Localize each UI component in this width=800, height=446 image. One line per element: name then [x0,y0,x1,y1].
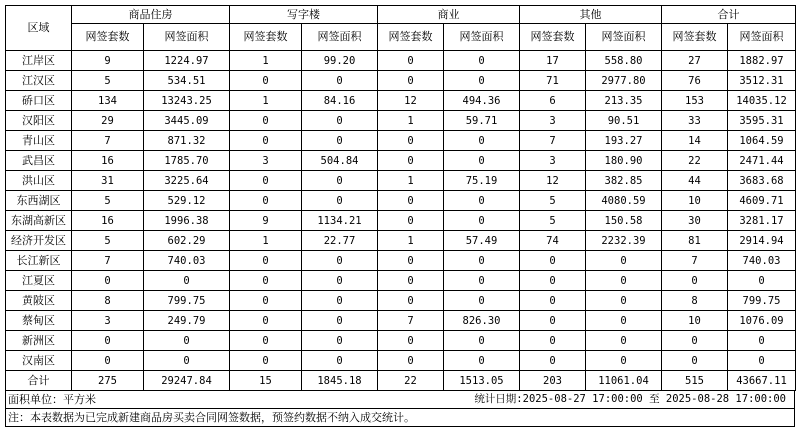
cell-count: 71 [520,71,586,91]
table-row [6,331,796,351]
cell-area: 799.75 [144,291,230,311]
cell-count: 203 [520,371,586,391]
subheader-row [6,24,796,51]
cell-area: 11061.04 [586,371,662,391]
cell-area: 529.12 [144,191,230,211]
cell-area: 2977.80 [586,71,662,91]
cell-area: 3445.09 [144,111,230,131]
cell-count: 7 [662,251,728,271]
cell-area: 2232.39 [586,231,662,251]
cell-count: 1 [378,171,444,191]
cell-area: 0 [444,71,520,91]
cell-count: 0 [230,131,302,151]
cell-count: 0 [378,71,444,91]
cell-area: 0 [302,171,378,191]
footnote: 注：本表数据为已完成新建商品房买卖合同网签数据，预签约数据不纳入成交统计。 [8,411,415,424]
cell-area: 99.20 [302,51,378,71]
cell-area: 3512.31 [728,71,796,91]
cell-area: 0 [586,291,662,311]
table-row [6,351,796,371]
table-row [6,211,796,231]
area-unit-label: 面积单位：平方米 [8,393,96,406]
cell-area: 826.30 [444,311,520,331]
region-name: 洪山区 [6,171,72,191]
cell-count: 153 [662,91,728,111]
table-row [6,271,796,291]
group-header-commercial: 商业 [378,6,520,24]
cell-count: 0 [230,251,302,271]
group-header-residential: 商品住房 [72,6,230,24]
cell-count: 0 [378,351,444,371]
cell-area: 602.29 [144,231,230,251]
cell-area: 193.27 [586,131,662,151]
cell-area: 0 [444,331,520,351]
footer-info-row [6,391,794,409]
region-name: 江夏区 [6,271,72,291]
cell-count: 0 [72,271,144,291]
subheader-count: 网签套数 [230,24,302,51]
cell-count: 16 [72,211,144,231]
cell-count: 7 [72,251,144,271]
cell-area: 0 [586,251,662,271]
cell-count: 22 [662,151,728,171]
cell-area: 180.90 [586,151,662,171]
cell-area: 0 [444,351,520,371]
subheader-area: 网签面积 [444,24,520,51]
region-name: 青山区 [6,131,72,151]
subheader-area: 网签面积 [728,24,796,51]
cell-area: 0 [444,131,520,151]
region-name: 江岸区 [6,51,72,71]
cell-count: 0 [520,351,586,371]
cell-area: 0 [302,351,378,371]
stat-period: 统计日期:2025-08-27 17:00:00 至 2025-08-28 17:00:00 [474,393,786,405]
cell-area: 75.19 [444,171,520,191]
cell-count: 0 [520,331,586,351]
cell-count: 33 [662,111,728,131]
cell-area: 0 [728,331,796,351]
cell-count: 27 [662,51,728,71]
region-name: 硚口区 [6,91,72,111]
table-row [6,51,796,71]
cell-count: 5 [72,71,144,91]
cell-count: 0 [520,271,586,291]
cell-count: 0 [230,271,302,291]
cell-count: 0 [72,351,144,371]
cell-area: 871.32 [144,131,230,151]
cell-area: 0 [302,291,378,311]
cell-count: 1 [378,111,444,131]
cell-area: 799.75 [728,291,796,311]
table-footer [5,391,795,427]
cell-area: 4609.71 [728,191,796,211]
cell-count: 0 [378,211,444,231]
table-header [6,6,796,51]
sales-table [5,5,796,391]
cell-count: 16 [72,151,144,171]
cell-count: 7 [520,131,586,151]
cell-count: 6 [520,91,586,111]
cell-count: 0 [230,331,302,351]
cell-count: 0 [378,191,444,211]
cell-count: 14 [662,131,728,151]
cell-area: 0 [586,271,662,291]
region-name: 合计 [6,371,72,391]
cell-area: 0 [444,211,520,231]
group-header-office: 写字楼 [230,6,378,24]
cell-count: 0 [378,291,444,311]
cell-area: 150.58 [586,211,662,231]
cell-count: 0 [72,331,144,351]
cell-area: 1064.59 [728,131,796,151]
cell-count: 7 [378,311,444,331]
group-header-other: 其他 [520,6,662,24]
region-name: 汉南区 [6,351,72,371]
cell-area: 0 [444,191,520,211]
region-name: 东西湖区 [6,191,72,211]
cell-area: 43667.11 [728,371,796,391]
table-row [6,311,796,331]
cell-area: 59.71 [444,111,520,131]
cell-area: 0 [444,271,520,291]
cell-area: 0 [444,291,520,311]
cell-area: 534.51 [144,71,230,91]
cell-area: 1224.97 [144,51,230,71]
subheader-area: 网签面积 [144,24,230,51]
cell-area: 0 [302,311,378,331]
cell-count: 0 [662,271,728,291]
cell-area: 0 [586,311,662,331]
cell-count: 15 [230,371,302,391]
cell-area: 0 [302,191,378,211]
cell-count: 515 [662,371,728,391]
region-name: 蔡甸区 [6,311,72,331]
cell-area: 3281.17 [728,211,796,231]
cell-area: 0 [444,151,520,171]
cell-count: 0 [230,311,302,331]
cell-area: 0 [728,271,796,291]
cell-area: 0 [586,331,662,351]
cell-count: 5 [72,191,144,211]
cell-count: 17 [520,51,586,71]
region-name: 汉阳区 [6,111,72,131]
cell-count: 9 [72,51,144,71]
cell-area: 3595.31 [728,111,796,131]
subheader-count: 网签套数 [378,24,444,51]
table-row [6,71,796,91]
table-row [6,191,796,211]
region-name: 经济开发区 [6,231,72,251]
cell-area: 382.85 [586,171,662,191]
region-name: 长江新区 [6,251,72,271]
cell-count: 12 [378,91,444,111]
cell-area: 57.49 [444,231,520,251]
cell-count: 81 [662,231,728,251]
cell-area: 0 [302,131,378,151]
table-row [6,111,796,131]
cell-area: 13243.25 [144,91,230,111]
cell-area: 22.77 [302,231,378,251]
cell-count: 0 [378,131,444,151]
cell-count: 0 [662,351,728,371]
cell-count: 0 [230,111,302,131]
cell-count: 0 [378,331,444,351]
table-row [6,291,796,311]
cell-count: 3 [520,151,586,171]
cell-area: 0 [144,331,230,351]
table-row [6,151,796,171]
cell-count: 0 [378,151,444,171]
cell-area: 0 [302,111,378,131]
cell-count: 0 [378,51,444,71]
cell-count: 29 [72,111,144,131]
region-name: 武昌区 [6,151,72,171]
cell-count: 10 [662,191,728,211]
cell-count: 5 [520,191,586,211]
cell-area: 1785.70 [144,151,230,171]
cell-area: 90.51 [586,111,662,131]
cell-area: 740.03 [144,251,230,271]
cell-area: 504.84 [302,151,378,171]
cell-count: 0 [230,191,302,211]
table-row [6,91,796,111]
cell-count: 74 [520,231,586,251]
cell-area: 0 [302,251,378,271]
cell-count: 0 [230,291,302,311]
table-row [6,251,796,271]
region-name: 新洲区 [6,331,72,351]
cell-area: 0 [586,351,662,371]
cell-count: 0 [378,271,444,291]
subheader-count: 网签套数 [520,24,586,51]
cell-area: 558.80 [586,51,662,71]
region-name: 东湖高新区 [6,211,72,231]
cell-area: 0 [444,251,520,271]
cell-count: 0 [520,251,586,271]
table-row [6,231,796,251]
stats-report [5,5,795,427]
cell-count: 22 [378,371,444,391]
cell-area: 2914.94 [728,231,796,251]
cell-area: 249.79 [144,311,230,331]
cell-count: 0 [230,351,302,371]
cell-count: 0 [230,171,302,191]
table-body [6,51,796,391]
cell-count: 1 [378,231,444,251]
cell-area: 0 [144,271,230,291]
cell-area: 14035.12 [728,91,796,111]
cell-area: 1845.18 [302,371,378,391]
cell-area: 494.36 [444,91,520,111]
cell-area: 740.03 [728,251,796,271]
cell-count: 134 [72,91,144,111]
table-row [6,371,796,391]
region-name: 江汉区 [6,71,72,91]
cell-count: 1 [230,51,302,71]
cell-area: 4080.59 [586,191,662,211]
cell-area: 0 [144,351,230,371]
cell-count: 0 [520,291,586,311]
cell-count: 44 [662,171,728,191]
cell-count: 30 [662,211,728,231]
region-header: 区域 [6,6,72,51]
cell-area: 84.16 [302,91,378,111]
cell-area: 0 [444,51,520,71]
cell-area: 3225.64 [144,171,230,191]
cell-area: 1513.05 [444,371,520,391]
cell-area: 0 [728,351,796,371]
cell-area: 1882.97 [728,51,796,71]
cell-count: 31 [72,171,144,191]
cell-count: 0 [662,331,728,351]
subheader-count: 网签套数 [662,24,728,51]
cell-count: 0 [378,251,444,271]
cell-area: 1134.21 [302,211,378,231]
table-row [6,131,796,151]
cell-count: 5 [520,211,586,231]
cell-count: 12 [520,171,586,191]
cell-count: 3 [230,151,302,171]
cell-count: 275 [72,371,144,391]
cell-area: 0 [302,71,378,91]
subheader-area: 网签面积 [586,24,662,51]
cell-count: 8 [662,291,728,311]
cell-count: 9 [230,211,302,231]
cell-area: 1076.09 [728,311,796,331]
cell-count: 8 [72,291,144,311]
cell-area: 29247.84 [144,371,230,391]
cell-area: 3683.68 [728,171,796,191]
cell-area: 213.35 [586,91,662,111]
cell-count: 3 [520,111,586,131]
table-row [6,171,796,191]
cell-count: 1 [230,231,302,251]
cell-count: 0 [230,71,302,91]
cell-area: 0 [302,271,378,291]
cell-count: 1 [230,91,302,111]
cell-area: 2471.44 [728,151,796,171]
region-name: 黄陂区 [6,291,72,311]
cell-count: 0 [520,311,586,331]
cell-count: 10 [662,311,728,331]
cell-count: 5 [72,231,144,251]
cell-area: 0 [302,331,378,351]
subheader-area: 网签面积 [302,24,378,51]
cell-count: 76 [662,71,728,91]
cell-area: 1996.38 [144,211,230,231]
subheader-count: 网签套数 [72,24,144,51]
group-header-total: 合计 [662,6,796,24]
cell-count: 3 [72,311,144,331]
cell-count: 7 [72,131,144,151]
